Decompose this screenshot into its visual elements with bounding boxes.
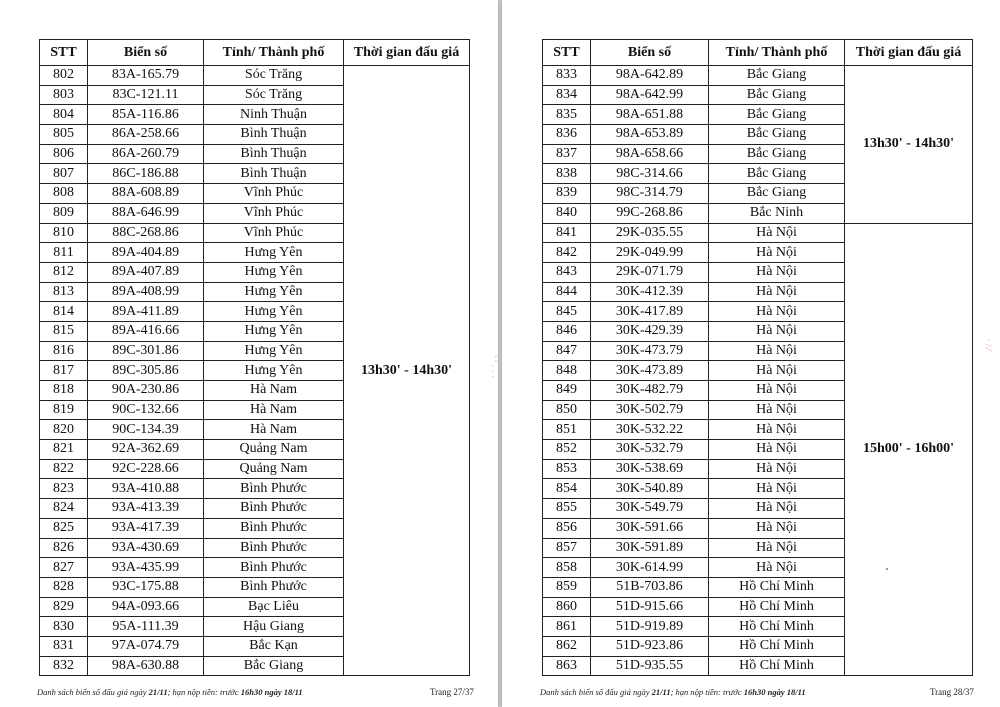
cell-plate: 30K-591.89 (591, 538, 709, 558)
page-number: Trang 28/37 (930, 687, 974, 697)
header-plate: Biển số (591, 40, 709, 66)
cell-stt: 855 (543, 499, 591, 519)
cell-province: Bình Thuận (204, 125, 344, 145)
cell-plate: 30K-502.79 (591, 400, 709, 420)
cell-stt: 839 (543, 184, 591, 204)
cell-province: Hà Nam (204, 400, 344, 420)
cell-province: Hà Nội (709, 381, 845, 401)
cell-plate: 93A-413.39 (88, 499, 204, 519)
cell-plate: 90A-230.86 (88, 381, 204, 401)
cell-stt: 853 (543, 459, 591, 479)
header-province: Tỉnh/ Thành phố (709, 40, 845, 66)
cell-stt: 863 (543, 656, 591, 676)
cell-province: Bắc Giang (709, 105, 845, 125)
cell-province: Ninh Thuận (204, 105, 344, 125)
cell-auction-time: 13h30' - 14h30' (845, 66, 973, 224)
cell-stt: 854 (543, 479, 591, 499)
cell-province: Sóc Trăng (204, 85, 344, 105)
cell-province: Hậu Giang (204, 617, 344, 637)
cell-province: Hà Nội (709, 558, 845, 578)
cell-plate: 93A-435.99 (88, 558, 204, 578)
cell-stt: 807 (40, 164, 88, 184)
cell-province: Sóc Trăng (204, 66, 344, 86)
cell-plate: 51D-935.55 (591, 656, 709, 676)
cell-plate: 30K-473.89 (591, 361, 709, 381)
cell-province: Hồ Chí Minh (709, 577, 845, 597)
cell-plate: 83A-165.79 (88, 66, 204, 86)
cell-stt: 821 (40, 440, 88, 460)
cell-plate: 92C-228.66 (88, 459, 204, 479)
cell-plate: 51D-915.66 (591, 597, 709, 617)
cell-plate: 51D-919.89 (591, 617, 709, 637)
cell-province: Hưng Yên (204, 321, 344, 341)
cell-stt: 802 (40, 66, 88, 86)
cell-province: Bình Phước (204, 558, 344, 578)
cell-plate: 89C-305.86 (88, 361, 204, 381)
cell-plate: 98A-642.89 (591, 66, 709, 86)
cell-province: Hà Nội (709, 262, 845, 282)
cell-province: Bình Thuận (204, 164, 344, 184)
cell-plate: 97A-074.79 (88, 636, 204, 656)
cell-plate: 29K-049.99 (591, 243, 709, 263)
cell-province: Bắc Giang (709, 66, 845, 86)
cell-province: Hà Nội (709, 499, 845, 519)
cell-province: Hà Nội (709, 459, 845, 479)
plate-table (39, 39, 470, 676)
cell-province: Bình Phước (204, 499, 344, 519)
cell-plate: 30K-614.99 (591, 558, 709, 578)
cell-stt: 858 (543, 558, 591, 578)
cell-stt: 841 (543, 223, 591, 243)
cell-stt: 822 (40, 459, 88, 479)
cell-stt: 827 (40, 558, 88, 578)
table-body (543, 66, 973, 676)
cell-plate: 30K-532.79 (591, 440, 709, 460)
cell-province: Hưng Yên (204, 361, 344, 381)
footer-deadline: 16h30 ngày 18/11 (240, 687, 303, 697)
cell-province: Bắc Ninh (709, 203, 845, 223)
cell-stt: 815 (40, 321, 88, 341)
cell-province: Bắc Giang (709, 85, 845, 105)
cell-province: Hà Nội (709, 243, 845, 263)
stamp-mark: · · · , , (488, 355, 498, 378)
cell-stt: 813 (40, 282, 88, 302)
cell-plate: 89A-404.89 (88, 243, 204, 263)
cell-stt: 838 (543, 164, 591, 184)
cell-stt: 808 (40, 184, 88, 204)
cell-plate: 95A-111.39 (88, 617, 204, 637)
cell-province: Bắc Giang (709, 184, 845, 204)
cell-stt: 824 (40, 499, 88, 519)
cell-stt: 805 (40, 125, 88, 145)
page-footer (37, 687, 303, 697)
cell-stt: 804 (40, 105, 88, 125)
cell-stt: 860 (543, 597, 591, 617)
cell-province: Hưng Yên (204, 302, 344, 322)
cell-plate: 93A-417.39 (88, 518, 204, 538)
cell-stt: 849 (543, 381, 591, 401)
cell-stt: 851 (543, 420, 591, 440)
cell-plate: 51D-923.86 (591, 636, 709, 656)
cell-stt: 837 (543, 144, 591, 164)
cell-plate: 98A-642.99 (591, 85, 709, 105)
page-footer (540, 687, 806, 697)
cell-province: Hưng Yên (204, 262, 344, 282)
page-number: Trang 27/37 (430, 687, 474, 697)
cell-stt: 819 (40, 400, 88, 420)
header-province: Tỉnh/ Thành phố (204, 40, 344, 66)
cell-plate: 98A-630.88 (88, 656, 204, 676)
cell-province: Hưng Yên (204, 341, 344, 361)
cell-auction-time: 15h00' - 16h00' (845, 223, 973, 676)
cell-province: Hà Nam (204, 420, 344, 440)
cell-plate: 89A-416.66 (88, 321, 204, 341)
plate-table (542, 39, 973, 676)
cell-plate: 30K-429.39 (591, 321, 709, 341)
cell-province: Bình Phước (204, 538, 344, 558)
cell-province: Bình Thuận (204, 144, 344, 164)
cell-plate: 30K-549.79 (591, 499, 709, 519)
cell-plate: 89A-407.89 (88, 262, 204, 282)
cell-province: Bạc Liêu (204, 597, 344, 617)
cell-plate: 88C-268.86 (88, 223, 204, 243)
cell-province: Hà Nội (709, 341, 845, 361)
cell-province: Bình Phước (204, 518, 344, 538)
table-body (40, 66, 470, 676)
header-plate: Biển số (88, 40, 204, 66)
cell-plate: 30K-532.22 (591, 420, 709, 440)
cell-plate: 89A-411.89 (88, 302, 204, 322)
header-time: Thời gian đấu giá (344, 40, 470, 66)
cell-plate: 29K-071.79 (591, 262, 709, 282)
table-row (543, 66, 973, 86)
header-stt: STT (40, 40, 88, 66)
cell-stt: 843 (543, 262, 591, 282)
footer-date: 21/11 (148, 687, 168, 697)
cell-plate: 89A-408.99 (88, 282, 204, 302)
cell-plate: 98A-653.89 (591, 125, 709, 145)
cell-plate: 98C-314.79 (591, 184, 709, 204)
table-row (40, 66, 470, 86)
cell-stt: 862 (543, 636, 591, 656)
cell-plate: 30K-417.89 (591, 302, 709, 322)
cell-stt: 846 (543, 321, 591, 341)
footer-prefix: Danh sách biển số đấu giá ngày (540, 687, 650, 697)
cell-stt: 826 (40, 538, 88, 558)
cell-province: Hà Nội (709, 420, 845, 440)
cell-stt: 830 (40, 617, 88, 637)
cell-stt: 842 (543, 243, 591, 263)
header-stt: STT (543, 40, 591, 66)
cell-stt: 829 (40, 597, 88, 617)
cell-plate: 90C-134.39 (88, 420, 204, 440)
cell-auction-time: 13h30' - 14h30' (344, 66, 470, 676)
cell-stt: 809 (40, 203, 88, 223)
cell-stt: 856 (543, 518, 591, 538)
cell-province: Quảng Nam (204, 440, 344, 460)
cell-province: Hồ Chí Minh (709, 617, 845, 637)
cell-province: Hà Nam (204, 381, 344, 401)
cell-plate: 93A-430.69 (88, 538, 204, 558)
cell-plate: 30K-591.66 (591, 518, 709, 538)
footer-date: 21/11 (651, 687, 671, 697)
cell-province: Hà Nội (709, 479, 845, 499)
cell-stt: 803 (40, 85, 88, 105)
cell-stt: 857 (543, 538, 591, 558)
cell-plate: 98A-651.88 (591, 105, 709, 125)
cell-province: Hà Nội (709, 538, 845, 558)
cell-stt: 820 (40, 420, 88, 440)
cell-province: Hà Nội (709, 302, 845, 322)
footer-deadline: 16h30 ngày 18/11 (743, 687, 806, 697)
cell-province: Quảng Nam (204, 459, 344, 479)
cell-province: Hà Nội (709, 223, 845, 243)
cell-stt: 836 (543, 125, 591, 145)
cell-province: Bắc Giang (709, 144, 845, 164)
cell-plate: 30K-482.79 (591, 381, 709, 401)
cell-stt: 816 (40, 341, 88, 361)
cell-province: Bắc Giang (709, 164, 845, 184)
cell-stt: 861 (543, 617, 591, 637)
scan-speck (886, 568, 888, 570)
cell-plate: 30K-473.79 (591, 341, 709, 361)
cell-plate: 30K-412.39 (591, 282, 709, 302)
footer-prefix: Danh sách biển số đấu giá ngày (37, 687, 147, 697)
table-row (543, 223, 973, 243)
cell-plate: 99C-268.86 (591, 203, 709, 223)
cell-stt: 850 (543, 400, 591, 420)
cell-plate: 86A-260.79 (88, 144, 204, 164)
cell-stt: 831 (40, 636, 88, 656)
cell-province: Hà Nội (709, 282, 845, 302)
cell-province: Bắc Kạn (204, 636, 344, 656)
cell-plate: 30K-540.89 (591, 479, 709, 499)
cell-stt: 835 (543, 105, 591, 125)
cell-stt: 848 (543, 361, 591, 381)
cell-province: Hà Nội (709, 400, 845, 420)
cell-province: Bắc Giang (204, 656, 344, 676)
cell-stt: 812 (40, 262, 88, 282)
cell-plate: 90C-132.66 (88, 400, 204, 420)
cell-stt: 834 (543, 85, 591, 105)
cell-province: Hưng Yên (204, 243, 344, 263)
left-page (0, 0, 498, 707)
cell-province: Hà Nội (709, 518, 845, 538)
cell-province: Hồ Chí Minh (709, 656, 845, 676)
cell-plate: 30K-538.69 (591, 459, 709, 479)
cell-stt: 833 (543, 66, 591, 86)
cell-stt: 811 (40, 243, 88, 263)
cell-stt: 828 (40, 577, 88, 597)
cell-plate: 93A-410.88 (88, 479, 204, 499)
cell-plate: 88A-608.89 (88, 184, 204, 204)
cell-province: Hà Nội (709, 321, 845, 341)
header-time: Thời gian đấu giá (845, 40, 973, 66)
cell-plate: 86C-186.88 (88, 164, 204, 184)
right-page (502, 0, 1000, 707)
cell-stt: 810 (40, 223, 88, 243)
cell-plate: 29K-035.55 (591, 223, 709, 243)
cell-plate: 89C-301.86 (88, 341, 204, 361)
cell-province: Vĩnh Phúc (204, 203, 344, 223)
cell-plate: 86A-258.66 (88, 125, 204, 145)
cell-stt: 832 (40, 656, 88, 676)
cell-stt: 845 (543, 302, 591, 322)
footer-mid: ; hạn nộp tiền: trước (167, 687, 239, 697)
cell-stt: 852 (543, 440, 591, 460)
cell-stt: 823 (40, 479, 88, 499)
cell-plate: 92A-362.69 (88, 440, 204, 460)
cell-stt: 814 (40, 302, 88, 322)
stamp-mark: ⁄ / · (984, 338, 994, 350)
cell-province: Hồ Chí Minh (709, 597, 845, 617)
cell-plate: 88A-646.99 (88, 203, 204, 223)
cell-province: Bình Phước (204, 577, 344, 597)
cell-province: Bình Phước (204, 479, 344, 499)
cell-stt: 840 (543, 203, 591, 223)
cell-province: Bắc Giang (709, 125, 845, 145)
cell-stt: 844 (543, 282, 591, 302)
cell-province: Hà Nội (709, 361, 845, 381)
cell-plate: 83C-121.11 (88, 85, 204, 105)
cell-stt: 806 (40, 144, 88, 164)
cell-plate: 98C-314.66 (591, 164, 709, 184)
cell-plate: 98A-658.66 (591, 144, 709, 164)
cell-stt: 818 (40, 381, 88, 401)
table-header-row (543, 40, 973, 66)
cell-province: Vĩnh Phúc (204, 184, 344, 204)
footer-mid: ; hạn nộp tiền: trước (670, 687, 742, 697)
cell-plate: 85A-116.86 (88, 105, 204, 125)
cell-plate: 51B-703.86 (591, 577, 709, 597)
cell-stt: 825 (40, 518, 88, 538)
cell-stt: 817 (40, 361, 88, 381)
cell-plate: 93C-175.88 (88, 577, 204, 597)
cell-stt: 859 (543, 577, 591, 597)
cell-plate: 94A-093.66 (88, 597, 204, 617)
cell-stt: 847 (543, 341, 591, 361)
cell-province: Vĩnh Phúc (204, 223, 344, 243)
cell-province: Hưng Yên (204, 282, 344, 302)
cell-province: Hồ Chí Minh (709, 636, 845, 656)
cell-province: Hà Nội (709, 440, 845, 460)
table-header-row (40, 40, 470, 66)
